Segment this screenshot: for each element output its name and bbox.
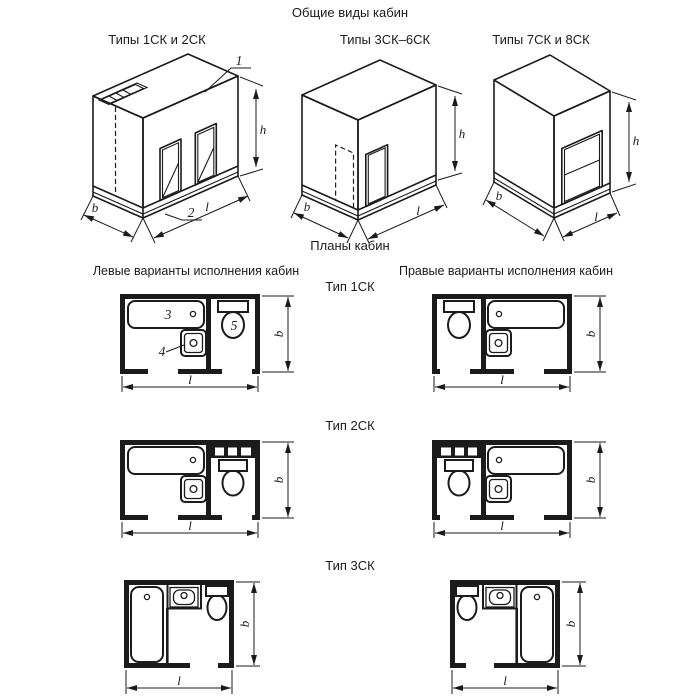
base-plinth bbox=[494, 172, 610, 218]
svg-text:1: 1 bbox=[235, 53, 243, 68]
dim-l-label: l bbox=[177, 673, 181, 688]
iso-caption-1sk-2sk: Типы 1СК и 2СК bbox=[108, 32, 206, 47]
plan-3sk-left bbox=[122, 576, 274, 700]
callout-base bbox=[165, 205, 202, 220]
cabin-body bbox=[494, 55, 610, 208]
iso-caption-7sk-8sk: Типы 7СК и 8СК bbox=[492, 32, 590, 47]
dimension-b bbox=[291, 195, 358, 243]
dimension-l bbox=[554, 193, 620, 241]
iso-view-1sk-2sk bbox=[55, 48, 270, 248]
entrance-door-left bbox=[160, 139, 181, 201]
dim-b-label: b bbox=[237, 620, 252, 628]
plans-title: Планы кабин bbox=[310, 238, 390, 253]
svg-text:2: 2 bbox=[187, 205, 195, 220]
svg-text:h: h bbox=[632, 133, 640, 148]
dim-l-label: l bbox=[188, 518, 192, 533]
svg-text:b: b bbox=[91, 200, 99, 215]
iso-caption-3sk-6sk: Типы 3СК–6СК bbox=[339, 32, 431, 47]
svg-text:l: l bbox=[594, 209, 598, 224]
svg-text:b: b bbox=[303, 199, 311, 214]
type-2sk-label: Тип 2СК bbox=[325, 418, 375, 433]
hidden-door-dashed bbox=[336, 145, 354, 208]
svg-text:h: h bbox=[259, 122, 267, 137]
callout-bathtub: 3 bbox=[164, 307, 172, 322]
dimension-l bbox=[143, 176, 250, 243]
callout-roof-panel bbox=[205, 53, 251, 92]
dimension-h bbox=[240, 77, 266, 176]
svg-text:l: l bbox=[416, 203, 420, 218]
plan-3sk-right bbox=[448, 576, 600, 700]
cabin-body bbox=[302, 60, 436, 210]
right-variants-title: Правые варианты исполнения кабин bbox=[398, 264, 614, 278]
dim-l-label: l bbox=[188, 372, 192, 387]
room-geometry bbox=[120, 294, 260, 374]
plan-2sk-left bbox=[118, 434, 308, 544]
callout-washbasin: 4 bbox=[158, 344, 166, 359]
dim-l-label: l bbox=[500, 372, 504, 387]
callout-toilet: 5 bbox=[230, 318, 238, 333]
entrance-door-right bbox=[195, 124, 216, 186]
room-geometry-mirrored bbox=[450, 580, 560, 668]
dimension-b bbox=[81, 196, 143, 242]
left-variants-title: Левые варианты исполнения кабин bbox=[92, 264, 300, 278]
plan-2sk-right bbox=[430, 434, 620, 544]
svg-text:h: h bbox=[458, 126, 466, 141]
dimension-h bbox=[438, 86, 465, 180]
dim-b-label: b bbox=[271, 330, 286, 338]
entrance-door bbox=[366, 145, 388, 207]
room-geometry bbox=[120, 440, 260, 520]
type-3sk-label: Тип 3СК bbox=[325, 558, 375, 573]
dim-b-label: b bbox=[271, 476, 286, 484]
svg-text:b: b bbox=[495, 188, 503, 203]
iso-view-3sk-6sk bbox=[278, 50, 478, 245]
page-title: Общие виды кабин bbox=[291, 5, 409, 20]
roof-vent-grille bbox=[99, 83, 147, 105]
iso-view-7sk-8sk bbox=[470, 50, 655, 245]
plan-1sk-right bbox=[430, 288, 620, 398]
room-geometry bbox=[124, 580, 234, 668]
plan-1sk-left bbox=[118, 288, 308, 398]
svg-text:l: l bbox=[205, 199, 209, 214]
room-geometry-mirrored bbox=[432, 294, 572, 374]
room-geometry-mirrored bbox=[432, 440, 572, 520]
dim-b-label: b bbox=[563, 620, 578, 628]
dim-b-label: b bbox=[583, 476, 598, 484]
dimension-h bbox=[612, 92, 639, 192]
type-1sk-label: Тип 1СК bbox=[325, 279, 375, 294]
dim-b-label: b bbox=[583, 330, 598, 338]
dim-l-label: l bbox=[500, 518, 504, 533]
dim-l-label: l bbox=[503, 673, 507, 688]
door-opening bbox=[562, 131, 602, 205]
